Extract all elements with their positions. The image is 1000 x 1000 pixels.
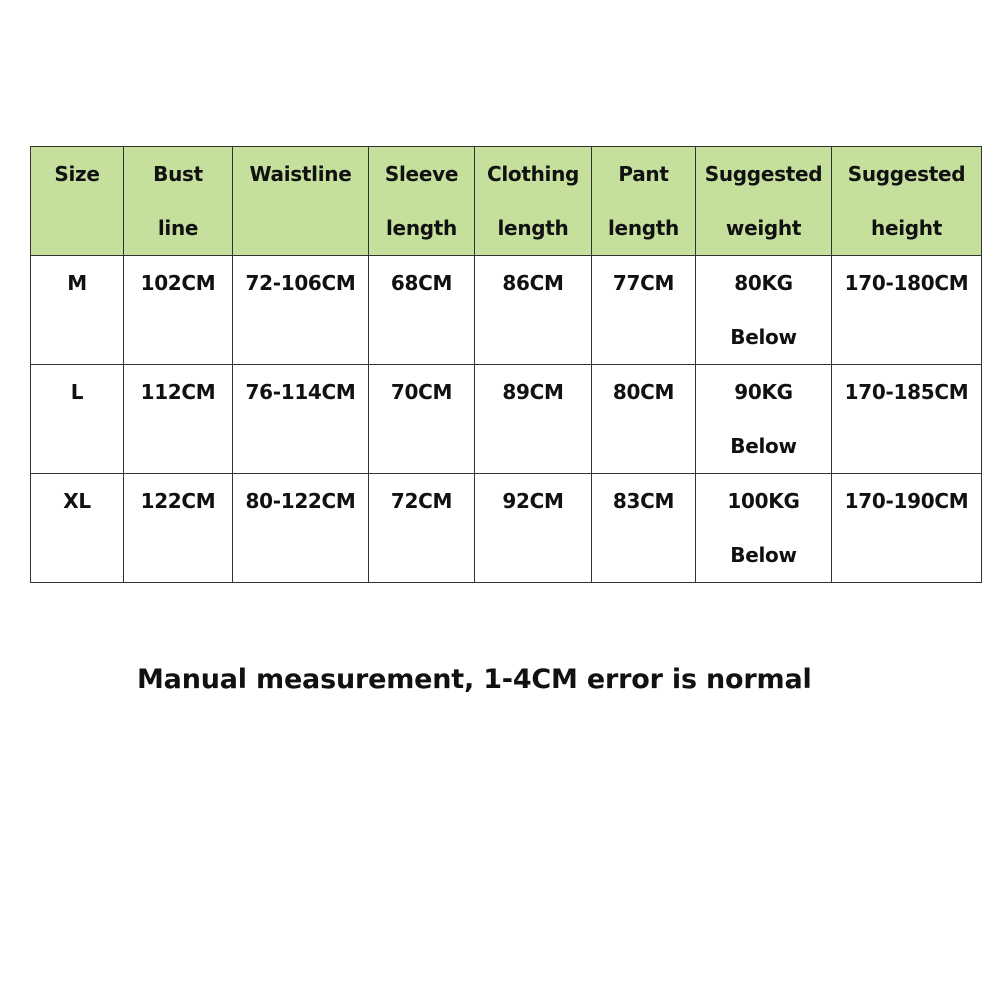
header-suggested-weight: Suggested weight [696,147,832,256]
height-cell: 170-180CM [832,256,982,365]
table-row-l [31,365,982,474]
pant-cell: 83CM [592,474,696,583]
header-clothing-length: Clothing length [475,147,592,256]
header-size: Size [31,147,124,256]
size-cell: M [31,256,124,365]
header-sleeve-length: Sleeve length [369,147,475,256]
weight-cell: 90KG Below [696,365,832,474]
clothing-cell: 86CM [475,256,592,365]
sleeve-cell: 68CM [369,256,475,365]
bust-cell: 122CM [124,474,233,583]
bust-cell: 102CM [124,256,233,365]
size-cell: XL [31,474,124,583]
table-row-m [31,256,982,365]
clothing-cell: 89CM [475,365,592,474]
weight-cell: 100KG Below [696,474,832,583]
measurement-note: Manual measurement, 1-4CM error is normal [137,664,812,695]
weight-cell: 80KG Below [696,256,832,365]
size-cell: L [31,365,124,474]
header-suggested-height: Suggested height [832,147,982,256]
sleeve-cell: 70CM [369,365,475,474]
header-waistline: Waistline [233,147,369,256]
bust-cell: 112CM [124,365,233,474]
header-pant-length: Pant length [592,147,696,256]
waist-cell: 80-122CM [233,474,369,583]
waist-cell: 76-114CM [233,365,369,474]
clothing-cell: 92CM [475,474,592,583]
table-row-xl [31,474,982,583]
pant-cell: 80CM [592,365,696,474]
waist-cell: 72-106CM [233,256,369,365]
height-cell: 170-190CM [832,474,982,583]
height-cell: 170-185CM [832,365,982,474]
size-chart-table [30,146,982,583]
sleeve-cell: 72CM [369,474,475,583]
header-row [31,147,982,256]
header-bust-line: Bust line [124,147,233,256]
pant-cell: 77CM [592,256,696,365]
